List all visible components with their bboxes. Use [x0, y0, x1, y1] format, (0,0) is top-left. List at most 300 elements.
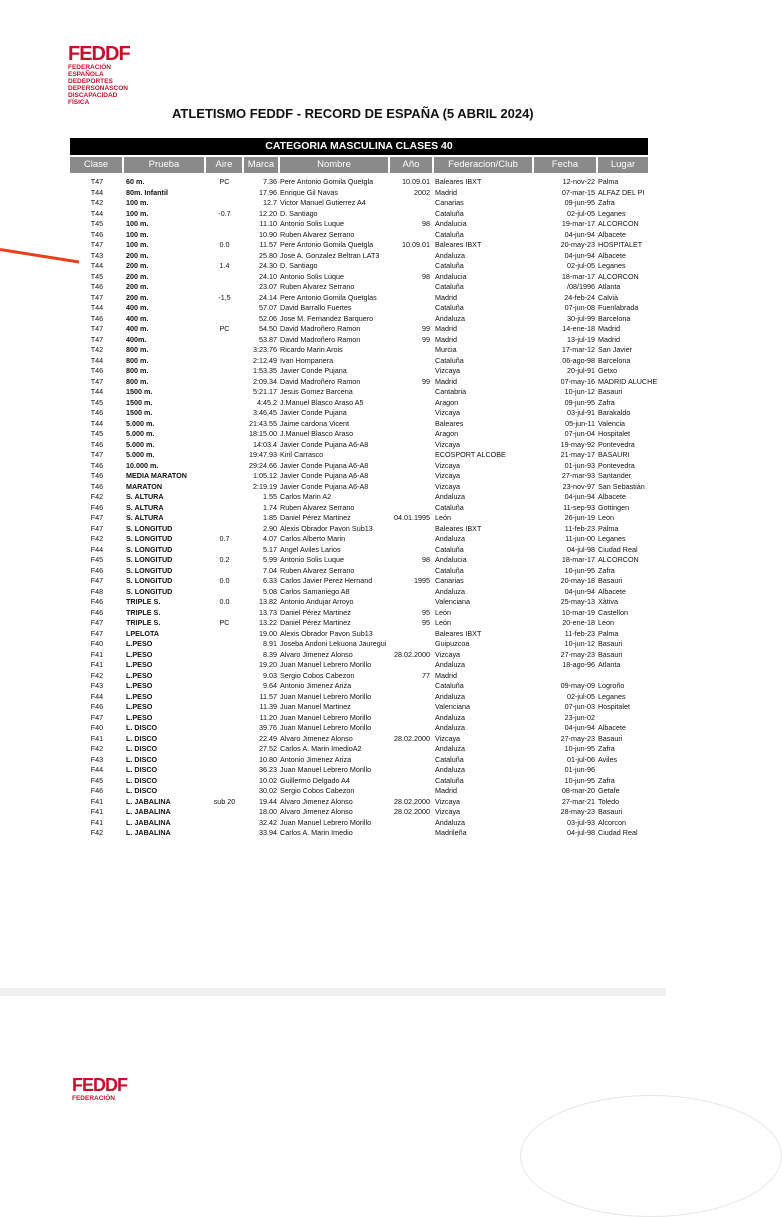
cell-clase: F44 [90, 765, 104, 774]
cell-aire: 0.2 [219, 555, 230, 564]
table-row [70, 471, 648, 482]
cell-federacion: Andaluza [435, 534, 465, 543]
cell-fecha: 19-mar-17 [561, 219, 595, 228]
table-row [70, 671, 648, 682]
cell-nombre: Antonio Jimenez Ariza [280, 754, 352, 764]
cell-marca: 23.07 [259, 282, 277, 291]
cell-nombre: Javier Conde Pujana A6-A8 [280, 460, 369, 470]
cell-federacion: Baleares IBXT [435, 240, 482, 249]
cell-ano: 95 [422, 618, 430, 627]
cell-lugar: Zafra [598, 198, 615, 207]
cell-prueba: 5.000 m. [126, 450, 155, 459]
table-row [70, 366, 648, 377]
cell-aire: 1.4 [219, 261, 230, 270]
cell-fecha: 11-sep-93 [563, 502, 595, 512]
cell-prueba: L. DISCO [126, 733, 158, 743]
cell-prueba: MEDIA MARATON [126, 471, 187, 480]
cell-nombre: Carlos Samaniego A8 [280, 586, 350, 596]
table-row [70, 282, 648, 293]
cell-marca: 1.74 [263, 502, 277, 512]
cell-federacion: Vizcaya [435, 471, 461, 480]
table-row [70, 639, 648, 650]
cell-lugar: Leganes [598, 691, 626, 701]
cell-fecha: 03-jul-91 [567, 408, 595, 417]
cell-lugar: Leganes [598, 208, 626, 218]
cell-fecha: 06-ago-98 [562, 355, 595, 365]
cell-lugar: Getafe [598, 786, 620, 795]
table-row [70, 503, 648, 514]
col-header-fecha: Fecha [534, 157, 596, 173]
cell-nombre: Carlos Marin A2 [280, 492, 332, 501]
cell-aire: PC [219, 324, 230, 333]
cell-federacion: Cantabria [435, 387, 467, 396]
cell-lugar: Alcorcon [598, 817, 626, 827]
cell-prueba: L.PESO [126, 639, 153, 648]
cell-fecha: 18-mar-17 [561, 271, 595, 281]
cell-nombre: Ivan Hompanera [280, 355, 334, 365]
table-row [70, 408, 648, 419]
table-row [70, 387, 648, 398]
cell-nombre: Carlos A. Marin Imedio [280, 828, 353, 837]
cell-clase: F42 [90, 828, 104, 837]
cell-fecha: 10-jun-95 [564, 565, 595, 575]
cell-lugar: ALFAZ DEL PI [598, 187, 645, 197]
cell-nombre: Carlos Alberto Marin [280, 534, 346, 543]
cell-nombre: Juan Manuel Lebrero Morillo [280, 817, 372, 827]
cell-nombre: David Barrallo Fuertes [280, 303, 352, 312]
cell-clase: T44 [90, 355, 104, 365]
cell-ano: 99 [422, 376, 430, 386]
cell-prueba: 1500 m. [126, 397, 153, 407]
table-row [70, 608, 648, 619]
cell-marca: 30.02 [259, 786, 277, 795]
col-header-clase: Clase [70, 157, 122, 173]
cell-fecha: 10-jun-95 [564, 775, 595, 785]
cell-prueba: 1500 m. [126, 408, 153, 417]
cell-lugar: Castellon [598, 607, 628, 617]
cell-clase: F41 [90, 796, 104, 806]
cell-clase: F40 [90, 723, 104, 732]
cell-clase: T47 [90, 324, 104, 333]
cell-fecha: 04-jun-94 [564, 229, 595, 239]
cell-marca: 52.06 [259, 313, 277, 323]
cell-federacion: Cataluña [435, 681, 464, 690]
cell-nombre: Jaime cardona Vicent [280, 418, 349, 428]
cell-clase: F46 [90, 607, 104, 617]
cell-fecha: 17-mar-12 [561, 345, 595, 354]
cell-marca: 11.57 [259, 240, 277, 249]
cell-federacion: Andalucia [435, 219, 467, 228]
cell-fecha: 10-jun-95 [564, 744, 595, 753]
cell-federacion: Vizcaya [435, 733, 461, 743]
feddf-logo [68, 44, 148, 106]
cell-marca: 54.50 [259, 324, 277, 333]
cell-lugar: Pontevedra [598, 439, 635, 449]
cell-fecha: 14-ene-18 [562, 324, 595, 333]
cell-clase: F46 [90, 502, 104, 512]
cell-federacion: Vizcaya [435, 366, 461, 375]
cell-fecha: /08/1996 [567, 282, 595, 291]
cell-marca: 33.94 [259, 828, 277, 837]
cell-lugar: Albacete [598, 586, 626, 596]
table-row [70, 534, 648, 545]
cell-marca: 19:47.93 [249, 450, 277, 459]
cell-nombre: Jesus Gomez Barcena [280, 387, 353, 396]
cell-federacion: Vizcaya [435, 439, 461, 449]
cell-clase: F42 [90, 534, 104, 543]
cell-federacion: Canarias [435, 198, 464, 207]
col-header-prueba: Prueba [124, 157, 204, 173]
cell-prueba: TRIPLE S. [126, 597, 161, 606]
cell-fecha: 08-mar-20 [561, 786, 595, 795]
cell-lugar: HOSPITALET [598, 240, 643, 249]
cell-fecha: 26-jun-19 [564, 513, 595, 522]
cell-prueba: 800 m. [126, 376, 149, 386]
cell-fecha: 25-may-13 [560, 597, 595, 606]
cell-clase: T45 [90, 429, 104, 438]
cell-prueba: 200 m. [126, 261, 149, 270]
cell-federacion: León [435, 607, 451, 617]
cell-federacion: Valenciana [435, 597, 471, 606]
cell-prueba: L. DISCO [126, 765, 158, 774]
cell-ano: 98 [422, 219, 430, 228]
cell-clase: T46 [90, 313, 104, 323]
cell-clase: F41 [90, 660, 104, 669]
cell-nombre: D. Santiago [280, 208, 318, 218]
logo-line: DISCAPACIDAD [68, 92, 118, 99]
cell-lugar: Albacete [598, 250, 626, 260]
cell-marca: 10.90 [259, 229, 277, 239]
cell-clase: T44 [90, 187, 104, 197]
cell-marca: 24.14 [259, 292, 277, 302]
cell-federacion: Cataluña [435, 303, 464, 312]
cell-prueba: L.PESO [126, 670, 153, 680]
cell-nombre: Juan Manuel Lebrero Morillo [280, 723, 372, 732]
cell-marca: 2:12.49 [253, 355, 277, 365]
table-row [70, 272, 648, 283]
cell-aire: -0.7 [218, 208, 231, 218]
cell-nombre: Javier Conde Pujana [280, 366, 347, 375]
cell-lugar: San Sebastián [598, 481, 645, 491]
cell-lugar: Hospitalet [598, 429, 630, 438]
cell-prueba: TRIPLE S. [126, 607, 161, 617]
cell-nombre: Javier Conde Pujana A6-A8 [280, 471, 369, 480]
cell-ano: 98 [422, 271, 430, 281]
cell-fecha: 07-may-16 [560, 376, 595, 386]
cell-prueba: L.PESO [126, 660, 153, 669]
cell-lugar: Basauri [598, 733, 623, 743]
cell-lugar: Pontevedra [598, 460, 635, 470]
cell-federacion: Madrileña [435, 828, 467, 837]
cell-lugar: Zafra [598, 565, 615, 575]
cell-marca: 10.80 [259, 754, 277, 764]
cell-nombre: Victor Manuel Gutierrez A4 [280, 198, 366, 207]
cell-clase: T43 [90, 250, 104, 260]
cell-nombre: Daniel Pérez Martinez [280, 607, 351, 617]
cell-lugar: Basauri [598, 639, 623, 648]
cell-federacion: Vizcaya [435, 649, 461, 659]
cell-fecha: 09-may-09 [560, 681, 595, 690]
cell-federacion: León [435, 618, 451, 627]
cell-nombre: Ruben Alvarez Serrano [280, 282, 355, 291]
cell-fecha: 02-jul-05 [567, 261, 595, 270]
cell-federacion: Andaluza [435, 817, 465, 827]
cell-federacion: Andaluza [435, 250, 465, 260]
cell-federacion: Baleares IBXT [435, 628, 482, 638]
cell-prueba: S. ALTURA [126, 502, 164, 512]
cell-marca: 24.30 [259, 261, 277, 270]
cell-clase: F40 [90, 639, 104, 648]
records-table-body [70, 177, 658, 839]
cell-prueba: S. ALTURA [126, 513, 164, 522]
cell-lugar: Hospitalet [598, 702, 630, 711]
cell-prueba: S. LONGITUD [126, 576, 173, 585]
cell-nombre: Antonio Andujar Arroyo [280, 597, 354, 606]
cell-marca: 29:24.66 [249, 460, 277, 470]
cell-fecha: 04-jul-98 [567, 544, 595, 554]
cell-lugar: Fuenlabrada [598, 303, 639, 312]
cell-clase: F45 [90, 775, 104, 785]
cell-clase: T44 [90, 261, 104, 270]
table-row [70, 177, 648, 188]
cell-federacion: Vizcaya [435, 796, 461, 806]
cell-federacion: Andaluza [435, 660, 465, 669]
table-row [70, 198, 648, 209]
cell-federacion: Madrid [435, 292, 457, 302]
cell-federacion: Murcia [435, 345, 457, 354]
cell-clase: T45 [90, 271, 104, 281]
cell-prueba: 800 m. [126, 345, 149, 354]
cell-lugar: Palma [598, 177, 619, 186]
cell-prueba: L. DISCO [126, 723, 158, 732]
cell-federacion: Andaluza [435, 765, 465, 774]
table-row [70, 230, 648, 241]
table-row [70, 429, 648, 440]
logo-line: DEDEPORTES [68, 78, 113, 85]
cell-lugar: Atlanta [598, 660, 621, 669]
cell-marca: 5.08 [263, 586, 277, 596]
cell-clase: F46 [90, 786, 104, 795]
cell-nombre: Sergio Cobos Cabezon [280, 670, 355, 680]
cell-lugar: Barcelona [598, 355, 631, 365]
table-row [70, 618, 648, 629]
cell-prueba: 200 m. [126, 292, 149, 302]
cell-fecha: 02-jul-05 [567, 208, 595, 218]
cell-federacion: Aragon [435, 429, 459, 438]
cell-nombre: Pere Antonio Gomila Quetgla [280, 177, 374, 186]
cell-clase: T44 [90, 387, 104, 396]
table-row [70, 818, 648, 829]
cell-fecha: 12-nov-22 [562, 177, 595, 186]
cell-prueba: L. JABALINA [126, 828, 171, 837]
cell-clase: F41 [90, 733, 104, 743]
cell-clase: F43 [90, 754, 104, 764]
cell-marca: 57.07 [259, 303, 277, 312]
cell-federacion: Cataluña [435, 261, 464, 270]
cell-fecha: 27-may-23 [560, 649, 595, 659]
cell-lugar: Logroño [598, 681, 625, 690]
cell-clase: F47 [90, 712, 104, 722]
table-row [70, 755, 648, 766]
cell-federacion: Andaluza [435, 586, 465, 596]
cell-marca: 5:21.17 [253, 387, 277, 396]
table-row [70, 587, 648, 598]
cell-prueba: 400 m. [126, 303, 149, 312]
table-row [70, 566, 648, 577]
cell-lugar: Leon [598, 513, 614, 522]
cell-nombre: David Madroñero Ramon [280, 334, 361, 344]
cell-ano: 28.02.2000 [394, 649, 430, 659]
cell-clase: F42 [90, 670, 104, 680]
cell-marca: 5.99 [263, 555, 277, 564]
cell-clase: F41 [90, 807, 104, 816]
logo-line: DEPERSONASCON [68, 85, 128, 92]
table-row [70, 765, 648, 776]
table-row [70, 251, 648, 262]
table-row [70, 440, 648, 451]
cell-fecha: 04-jul-98 [567, 828, 595, 837]
table-row [70, 776, 648, 787]
cell-clase: T46 [90, 282, 104, 291]
cell-ano: 04.01.1995 [394, 513, 430, 522]
cell-clase: T46 [90, 481, 104, 491]
cell-fecha: 20-may-23 [560, 240, 595, 249]
cell-marca: 2.90 [263, 523, 277, 533]
cell-lugar: Basauri [598, 807, 623, 816]
table-row [70, 545, 648, 556]
cell-marca: 25.80 [259, 250, 277, 260]
cell-lugar: Madrid [598, 324, 620, 333]
cell-fecha: 10-mar-19 [561, 607, 595, 617]
cell-federacion: Canarias [435, 576, 464, 585]
cell-nombre: Ruben Alvarez Serrano [280, 565, 355, 575]
table-row [70, 261, 648, 272]
cell-prueba: L.PESO [126, 691, 153, 701]
cell-lugar: Basauri [598, 649, 623, 659]
cell-prueba: 200 m. [126, 282, 149, 291]
cell-fecha: 11-feb-23 [564, 628, 595, 638]
cell-prueba: L. DISCO [126, 775, 158, 785]
cell-marca: 2:09.34 [253, 376, 277, 386]
logo-text [68, 64, 148, 106]
cell-ano: 95 [422, 607, 430, 617]
cell-prueba: S. LONGITUD [126, 523, 173, 533]
cell-fecha: 01-jun-93 [564, 460, 595, 470]
cell-ano: 99 [422, 334, 430, 344]
cell-nombre: Alvaro Jimenez Alonso [280, 649, 353, 659]
cell-clase: F46 [90, 702, 104, 711]
cell-nombre: David Madroñero Ramon [280, 376, 361, 386]
cell-clase: T45 [90, 219, 104, 228]
cell-marca: 1.55 [263, 492, 277, 501]
cell-federacion: Cataluña [435, 754, 464, 764]
cell-prueba: L. DISCO [126, 786, 158, 795]
cell-federacion: Andaluza [435, 492, 465, 501]
table-row [70, 324, 648, 335]
cell-clase: F42 [90, 492, 104, 501]
cell-federacion: Cataluña [435, 229, 464, 239]
cell-fecha: 28-may-23 [560, 807, 595, 816]
cell-fecha: 20-jul-91 [567, 366, 595, 375]
cell-marca: 36.23 [259, 765, 277, 774]
cell-prueba: 400 m. [126, 313, 149, 323]
cell-nombre: Jose M. Fernandez Barquero [280, 313, 374, 323]
cell-nombre: Jose A. Gonzalez Beltran LAT3 [280, 250, 380, 260]
cell-fecha: 20-may-18 [560, 576, 595, 585]
cell-lugar: Calvià [598, 292, 618, 302]
document-title: ATLETISMO FEDDF - RECORD DE ESPAÑA (5 ABRIL 2024) [172, 106, 534, 121]
cell-fecha: 11-jun-00 [565, 534, 595, 543]
cell-prueba: 200 m. [126, 250, 149, 260]
col-header-aire: Aire [206, 157, 242, 173]
cell-clase: F44 [90, 544, 104, 554]
cell-federacion: Andaluza [435, 723, 465, 732]
table-row [70, 576, 648, 587]
cell-marca: 8.39 [263, 649, 277, 659]
cell-ano: 77 [422, 670, 430, 680]
footer-logo-mark: FEDDF [72, 1075, 127, 1095]
cell-nombre: Javier Conde Pujana A6-A8 [280, 481, 369, 491]
table-row [70, 293, 648, 304]
table-row [70, 597, 648, 608]
cell-clase: F47 [90, 576, 104, 585]
cell-prueba: 400m. [126, 334, 147, 344]
cell-fecha: 07-jun-08 [564, 303, 595, 312]
table-row [70, 461, 648, 472]
cell-marca: 9.64 [263, 681, 277, 690]
cell-marca: 19.20 [259, 660, 277, 669]
cell-lugar: Barcelona [598, 313, 631, 323]
table-row [70, 713, 648, 724]
cell-marca: 12.20 [259, 208, 277, 218]
cell-clase: T44 [90, 418, 104, 428]
cell-federacion: ECOSPORT ALCOBE [435, 450, 506, 459]
cell-marca: 7.04 [263, 565, 277, 575]
cell-clase: F48 [90, 586, 104, 596]
cell-fecha: 02-jul-05 [567, 691, 595, 701]
cell-federacion: Andalucia [435, 271, 467, 281]
cell-fecha: 27-may-23 [560, 733, 595, 743]
cell-marca: 9.03 [263, 670, 277, 680]
cell-nombre: Alexis Obrador Pavon Sub13 [280, 523, 373, 533]
cell-fecha: 01-jun-96 [564, 765, 595, 774]
cell-fecha: 04-jun-94 [564, 723, 595, 732]
cell-clase: F47 [90, 618, 104, 627]
cell-marca: 39.76 [259, 723, 277, 732]
cell-prueba: 200 m. [126, 271, 149, 281]
cell-prueba: S. LONGITUD [126, 534, 173, 543]
cell-nombre: Antonio Solis Luque [280, 555, 344, 564]
cell-federacion: Madrid [435, 324, 457, 333]
cell-marca: 4:45.2 [257, 397, 277, 407]
cell-nombre: Ricardo Marin Arois [280, 345, 343, 354]
table-row [70, 335, 648, 346]
cell-prueba: L. JABALINA [126, 796, 171, 806]
cell-prueba: TRIPLE S. [126, 618, 161, 627]
cell-aire: 0.7 [219, 534, 230, 543]
table-row [70, 797, 648, 808]
cell-nombre: Daniel Pérez Martinez [280, 513, 351, 522]
table-row [70, 345, 648, 356]
cell-federacion: Andaluza [435, 712, 465, 722]
cell-ano: 28.02.2000 [394, 796, 430, 806]
cell-marca: 18.00 [259, 807, 277, 816]
cell-marca: 8.91 [263, 639, 277, 648]
cell-clase: T45 [90, 397, 104, 407]
cell-marca: 21:43.55 [249, 418, 277, 428]
cell-lugar: Palma [598, 523, 619, 533]
cell-marca: 6.33 [263, 576, 277, 585]
